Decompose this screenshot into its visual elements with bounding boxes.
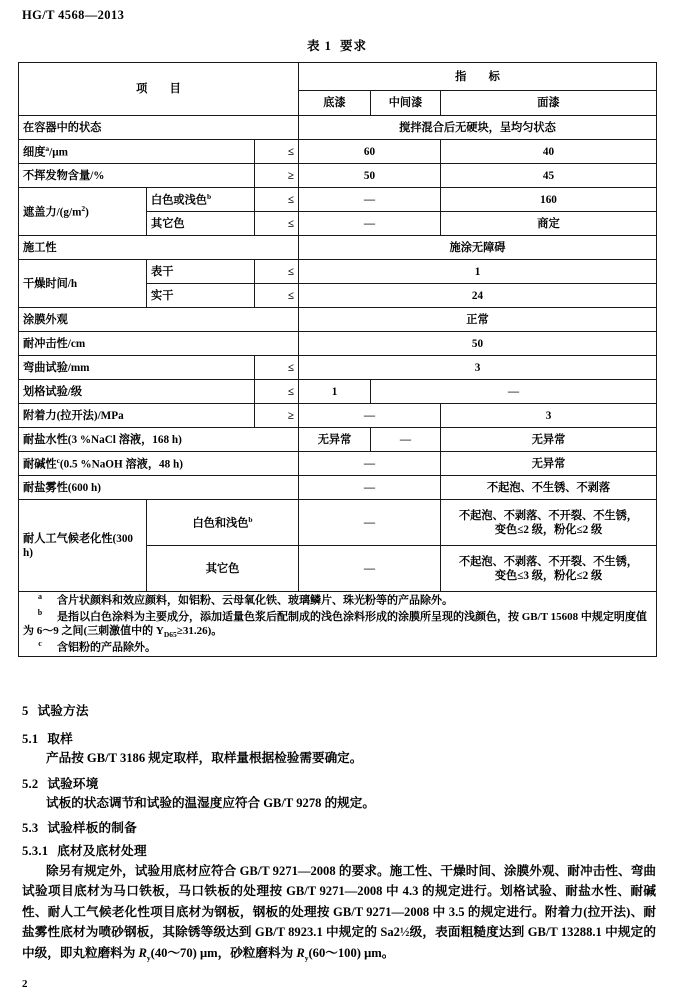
row-sign: ≤ bbox=[255, 140, 299, 164]
table-caption bbox=[0, 36, 674, 54]
row-value-primer-mid: 60 bbox=[299, 140, 441, 164]
heading-5-title: 试验方法 bbox=[37, 704, 89, 718]
paragraph-5-3-1: 除另有规定外，试验用底材应符合 GB/T 9271—2008 的要求。施工性、干燥时间、涂膜外观、耐冲击性、弯曲试验项目底材为马口铁板，马口铁板的处理按 GB/T 9271—2008 中 4.3 的规定进行。划格试验、耐盐水性、耐碱性、耐人工气候老化性项目底材为钢板，钢板的处理按 GB/T 9271—2008 中 3.5 的规定进行。附着力(拉开法)、耐盐雾性底材为喷砂钢板，其除锈等级达到 GB/T 8923.1 中规定的 Sa2½级，表面粗糙度达到 GB/T 13288.1 中规定的中级，即丸粒磨料为 $R_y(40\sim 70)$ μm，砂粒磨料为 $R_y(60\sim 100)$ μm。 bbox=[22, 864, 656, 963]
row-item-label: 干燥时间/h bbox=[19, 260, 147, 308]
row-subitem-label: 表干 bbox=[147, 260, 255, 284]
row-value-all: 正常 bbox=[299, 308, 657, 332]
heading-5-1 bbox=[22, 728, 656, 747]
row-value-all: 50 bbox=[299, 332, 657, 356]
paragraph-5-2: 试板的状态调节和试验的温湿度应符合 GB/T 9278 的规定。 bbox=[46, 795, 375, 810]
page-number: 2 bbox=[22, 978, 28, 990]
row-value-primer-mid: 50 bbox=[299, 164, 441, 188]
row-value-topcoat: 不起泡、不生锈、不剥落 bbox=[441, 476, 657, 500]
row-value-topcoat: 无异常 bbox=[441, 452, 657, 476]
row-value-primer-mid: — bbox=[299, 452, 441, 476]
row-item-label: 耐人工气候老化性(300 h) bbox=[19, 500, 147, 592]
row-value-primer-mid: — bbox=[299, 546, 441, 592]
row-value-topcoat-line2: 变色≤2 级，粉化≤2 级 bbox=[494, 523, 603, 536]
row-value-all: 3 bbox=[299, 356, 657, 380]
row-value-primer-mid: — bbox=[299, 404, 441, 428]
table-row bbox=[19, 428, 657, 452]
table-row bbox=[19, 308, 657, 332]
note-text-b: 是指以白色涂料为主要成分，添加适量色浆后配制成的浅色涂料形成的涂膜所呈现的浅颜色，按 GB/T 15608 中规定明度值为 6～9 之间(三刺激值中的 $Y_{D65}\ge 31.26$)。 bbox=[23, 611, 647, 639]
heading-5-3-1-title: 底材及底材处理 bbox=[57, 844, 147, 859]
row-item-label: 遮盖力$/(g/m^2)$ bbox=[19, 188, 147, 236]
row-value-topcoat: 无异常 bbox=[441, 428, 657, 452]
heading-5-number: 5 bbox=[22, 704, 29, 718]
table-row bbox=[19, 476, 657, 500]
paragraph-5-1: 产品按 GB/T 3186 规定取样，取样量根据检验需要确定。 bbox=[46, 751, 363, 765]
table-row bbox=[19, 140, 657, 164]
row-sign: ≤ bbox=[255, 380, 299, 404]
col-header-item: 项 目 bbox=[19, 63, 299, 116]
row-subitem-label: 其它色 bbox=[147, 546, 299, 592]
row-item-label: 附着力(拉开法)/MPa bbox=[19, 404, 255, 428]
table-note-b bbox=[23, 608, 652, 639]
row-sign: ≤ bbox=[255, 212, 299, 236]
document-body bbox=[22, 700, 656, 964]
row-sign: ≤ bbox=[255, 260, 299, 284]
row-sign: ≤ bbox=[255, 356, 299, 380]
row-item-label: 耐冲击性/cm bbox=[19, 332, 299, 356]
requirements-table-wrapper bbox=[18, 62, 656, 657]
row-subitem-label: 实干 bbox=[147, 284, 255, 308]
row-value-topcoat-line2: 变色≤3 级，粉化≤2 级 bbox=[494, 569, 603, 582]
row-value-topcoat: 160 bbox=[441, 188, 657, 212]
row-value-primer-mid: — bbox=[299, 212, 441, 236]
table-header-row-1 bbox=[19, 63, 657, 91]
row-item-label: 细度$^a$/μm bbox=[19, 140, 255, 164]
row-value-all: 搅拌混合后无硬块，呈均匀状态 bbox=[299, 116, 657, 140]
table-row bbox=[19, 380, 657, 404]
heading-5-3-1-number: 5.3.1 bbox=[22, 844, 49, 859]
row-item-label: 耐盐水性(3 %NaCl 溶液，168 h) bbox=[19, 428, 299, 452]
running-header: HG/T 4568—2013 bbox=[22, 8, 125, 22]
table-caption-label: 表 1 bbox=[307, 39, 332, 53]
row-value-all: 1 bbox=[299, 260, 657, 284]
table-row bbox=[19, 332, 657, 356]
row-value-primer-mid: — bbox=[299, 476, 441, 500]
row-value-primer-mid: — bbox=[299, 188, 441, 212]
table-note-a bbox=[23, 592, 652, 608]
note-marker-a: a bbox=[38, 592, 42, 601]
note-text-c: 含铝粉的产品除外。 bbox=[57, 642, 156, 655]
note-text-a: 含片状颜料和效应颜料，如铝粉、云母氧化铁、玻璃鳞片、珠光粉等的产品除外。 bbox=[57, 594, 453, 607]
row-item-label: 施工性 bbox=[19, 236, 299, 260]
row-subitem-label: 白色和浅色$^b$ bbox=[147, 500, 299, 546]
table-row bbox=[19, 500, 657, 546]
row-item-label: 在容器中的状态 bbox=[19, 116, 299, 140]
table-note-c bbox=[23, 639, 652, 655]
table-notes bbox=[19, 592, 657, 657]
row-subitem-label: 其它色 bbox=[147, 212, 255, 236]
table-row bbox=[19, 164, 657, 188]
table-row bbox=[19, 188, 657, 212]
row-value-mid-top: — bbox=[371, 380, 657, 404]
heading-5-3-number: 5.3 bbox=[22, 821, 39, 836]
row-sign: ≤ bbox=[255, 188, 299, 212]
heading-5-2 bbox=[22, 773, 656, 792]
heading-5-2-number: 5.2 bbox=[22, 776, 39, 791]
col-header-index: 指 标 bbox=[299, 63, 657, 91]
row-item-label: 弯曲试验/mm bbox=[19, 356, 255, 380]
row-value-primer-mid: — bbox=[299, 500, 441, 546]
row-sign: ≤ bbox=[255, 284, 299, 308]
table-row bbox=[19, 260, 657, 284]
row-value-topcoat: 40 bbox=[441, 140, 657, 164]
heading-5-1-number: 5.1 bbox=[22, 732, 39, 746]
row-value-all: 24 bbox=[299, 284, 657, 308]
row-value-topcoat bbox=[441, 500, 657, 546]
table-row bbox=[19, 404, 657, 428]
row-value-primer: 无异常 bbox=[299, 428, 371, 452]
requirements-table bbox=[18, 62, 657, 657]
row-subitem-label: 白色或浅色$^b$ bbox=[147, 188, 255, 212]
row-value-topcoat-line1: 不起泡、不剥落、不开裂、不生锈， bbox=[458, 509, 638, 522]
row-item-label: 涂膜外观 bbox=[19, 308, 299, 332]
table-row bbox=[19, 356, 657, 380]
row-sign: ≥ bbox=[255, 404, 299, 428]
row-item-label: 不挥发物含量/% bbox=[19, 164, 255, 188]
row-value-topcoat bbox=[441, 546, 657, 592]
note-marker-b: b bbox=[37, 608, 43, 618]
row-value-topcoat: 商定 bbox=[441, 212, 657, 236]
heading-5 bbox=[22, 700, 656, 719]
heading-5-1-title: 取样 bbox=[47, 732, 73, 746]
row-sign: ≥ bbox=[255, 164, 299, 188]
row-value-midcoat: — bbox=[371, 428, 441, 452]
table-caption-title: 要求 bbox=[339, 39, 367, 53]
heading-5-2-title: 试验环境 bbox=[47, 776, 99, 791]
row-value-primer: 1 bbox=[299, 380, 371, 404]
row-item-label: 耐盐雾性(600 h) bbox=[19, 476, 299, 500]
heading-5-3-1 bbox=[22, 840, 656, 859]
table-row bbox=[19, 236, 657, 260]
row-item-label: 划格试验/级 bbox=[19, 380, 255, 404]
row-item-label: 耐碱性$^c$(0.5 %NaOH 溶液，48 h) bbox=[19, 452, 299, 476]
note-marker-c: c bbox=[38, 639, 42, 649]
row-value-topcoat: 45 bbox=[441, 164, 657, 188]
table-row bbox=[19, 452, 657, 476]
row-value-topcoat-line1: 不起泡、不剥落、不开裂、不生锈， bbox=[458, 555, 638, 568]
col-header-midcoat: 中间漆 bbox=[371, 91, 441, 116]
table-row bbox=[19, 116, 657, 140]
col-header-primer: 底漆 bbox=[299, 91, 371, 116]
table-notes-row bbox=[19, 592, 657, 657]
col-header-topcoat: 面漆 bbox=[441, 91, 657, 116]
heading-5-3 bbox=[22, 817, 656, 836]
row-value-topcoat: 3 bbox=[441, 404, 657, 428]
row-value-all: 施涂无障碍 bbox=[299, 236, 657, 260]
heading-5-3-title: 试验样板的制备 bbox=[47, 821, 137, 836]
